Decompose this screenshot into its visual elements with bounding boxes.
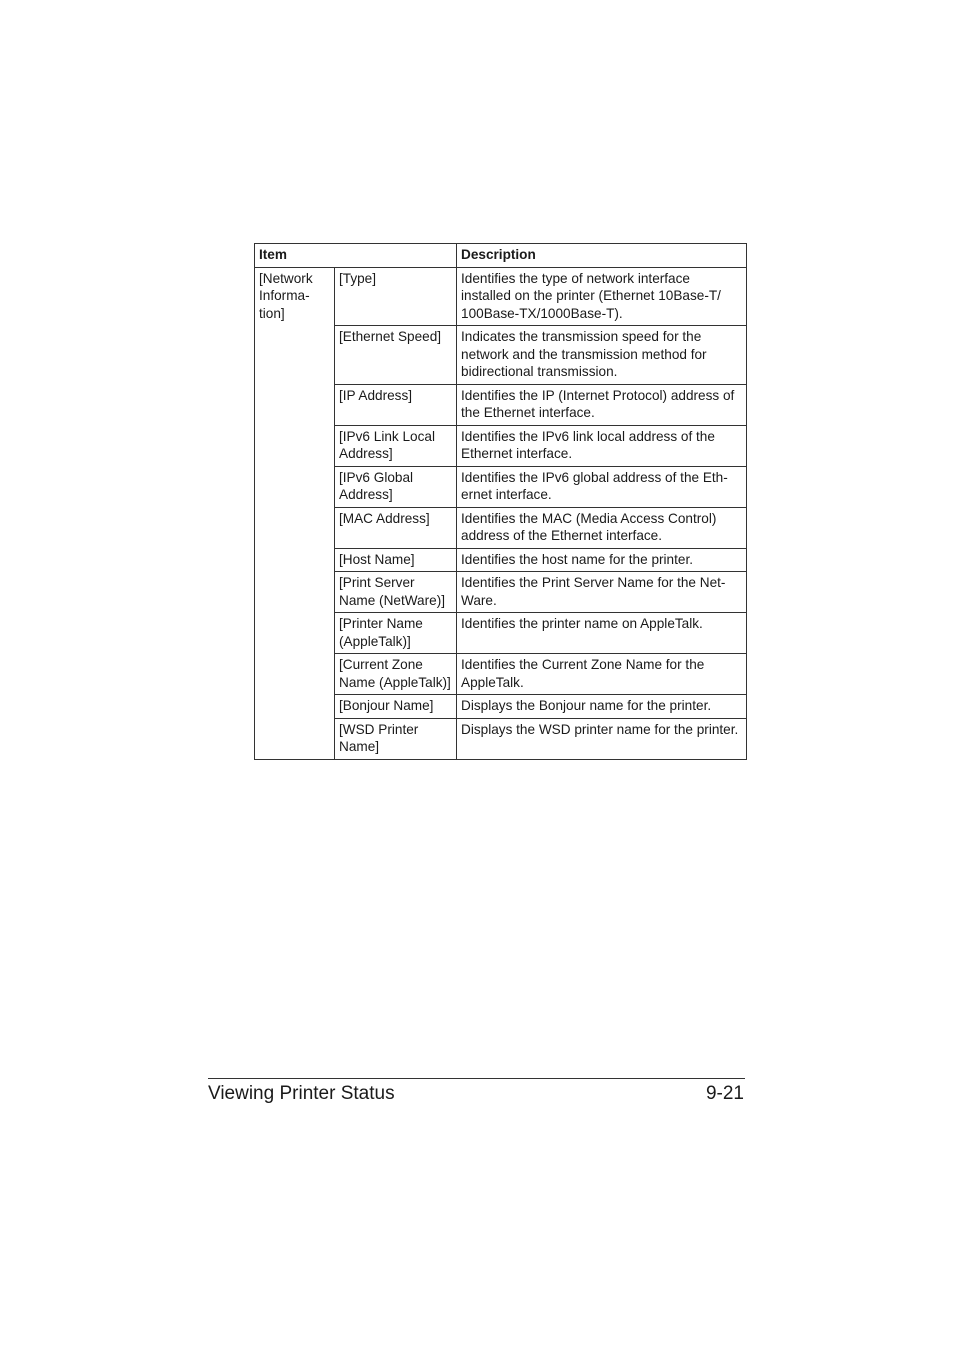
table-header-row [255, 244, 747, 268]
description-cell: Identifies the MAC (Media Access Control) address of the Ethernet interface. [457, 507, 747, 548]
footer-rule [208, 1078, 745, 1079]
description-cell: Identifies the type of network interface installed on the printer (Ethernet 10Base-T/ 100Base-TX/1000Base-T). [457, 267, 747, 326]
item-cell: [Ethernet Speed] [335, 326, 457, 385]
description-cell: Indicates the transmission speed for the network and the transmission method for bidirectional transmission. [457, 326, 747, 385]
description-cell: Displays the WSD printer name for the printer. [457, 718, 747, 759]
item-cell: [Bonjour Name] [335, 695, 457, 719]
description-cell: Identifies the Current Zone Name for the AppleTalk. [457, 654, 747, 695]
description-cell: Identifies the printer name on AppleTalk. [457, 613, 747, 654]
item-cell: [IPv6 Link Local Address] [335, 425, 457, 466]
header-item: Item [255, 244, 457, 268]
item-cell: [IP Address] [335, 384, 457, 425]
description-cell: Identifies the IPv6 global address of the Eth-ernet interface. [457, 466, 747, 507]
network-information-table [254, 243, 747, 760]
item-cell: [Host Name] [335, 548, 457, 572]
description-cell: Identifies the Print Server Name for the Net-Ware. [457, 572, 747, 613]
footer-section-title: Viewing Printer Status [208, 1083, 395, 1104]
item-cell: [WSD Printer Name] [335, 718, 457, 759]
item-cell: [Current Zone Name (AppleTalk)] [335, 654, 457, 695]
description-cell: Displays the Bonjour name for the printer. [457, 695, 747, 719]
description-cell: Identifies the IP (Internet Protocol) address of the Ethernet interface. [457, 384, 747, 425]
footer-page-number: 9-21 [705, 1083, 744, 1104]
description-cell: Identifies the host name for the printer. [457, 548, 747, 572]
item-cell: [MAC Address] [335, 507, 457, 548]
item-cell: [IPv6 Global Address] [335, 466, 457, 507]
item-cell: [Print Server Name (NetWare)] [335, 572, 457, 613]
item-cell: [Type] [335, 267, 457, 326]
header-description: Description [457, 244, 747, 268]
description-cell: Identifies the IPv6 link local address of the Ethernet interface. [457, 425, 747, 466]
table-row [255, 267, 747, 326]
item-cell: [Printer Name (AppleTalk)] [335, 613, 457, 654]
group-cell-network-information: [Network Informa-tion] [255, 267, 335, 759]
